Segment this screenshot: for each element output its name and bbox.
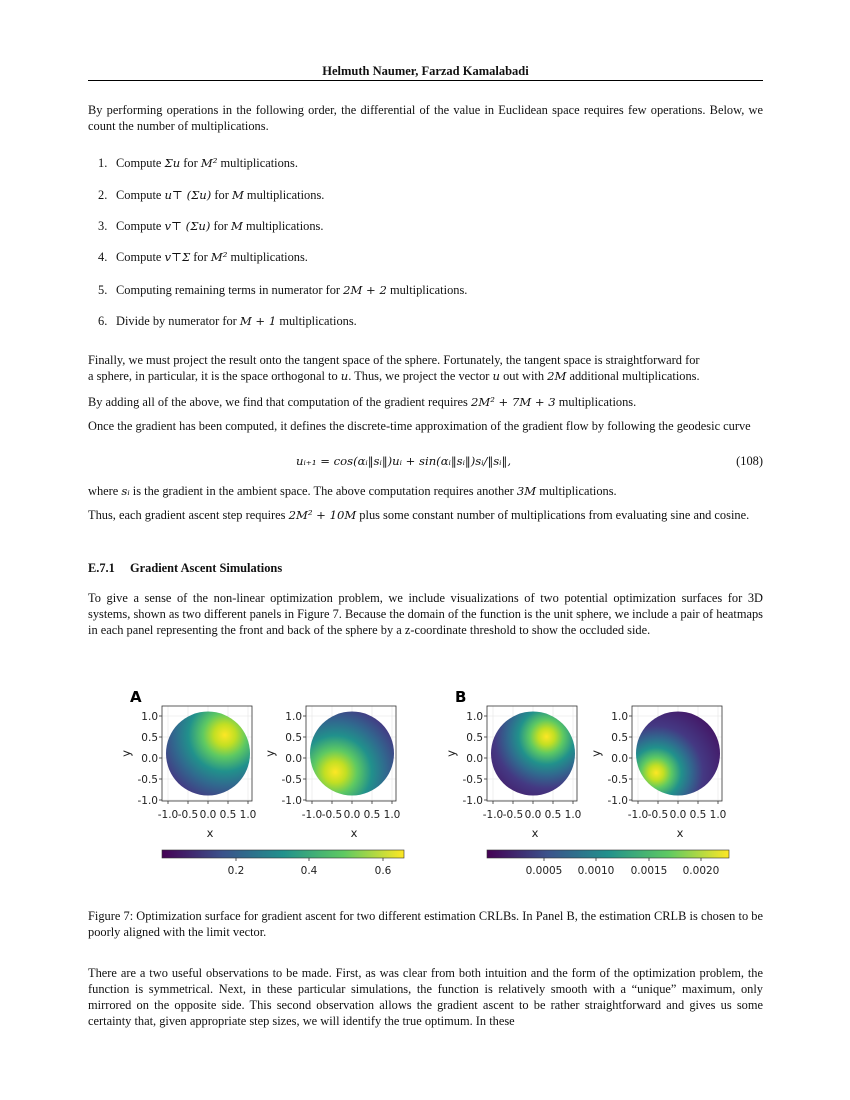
- list-text: Compute: [116, 188, 165, 202]
- x-tick-label: 0.5: [544, 809, 562, 821]
- list-item: [98, 188, 324, 203]
- y-tick-label: -0.5: [607, 774, 628, 786]
- x-axis-label: x: [206, 826, 214, 840]
- projection-text-2c: out with: [499, 369, 548, 383]
- observations-paragraph: There are a two useful observations to be made. First, as was clear from both intuition and the form of the optimization problem, the function is symmetrical. Next, in these particular simulations, the function is relatively smooth with a “unique” maximum, only mirrored on the opposite side. This second observation allows the gradient ascent to be rather straightforward and gives us some certainty that, given appropriate step sizes, we will identify the true optimum. In these: [88, 966, 763, 1028]
- x-tick-label: -0.5: [321, 809, 343, 821]
- heatmap-disk: [491, 712, 575, 796]
- list-item: [98, 314, 357, 329]
- list-item: [98, 156, 298, 171]
- heatmap-disk: [310, 712, 394, 796]
- list-text: multiplications.: [386, 283, 468, 297]
- y-tick-label: -0.5: [462, 774, 483, 786]
- list-count: M²: [210, 250, 228, 264]
- y-tick-label: 1.0: [611, 711, 628, 723]
- y-tick-label: 1.0: [466, 711, 483, 723]
- y-tick-label: 0.0: [285, 753, 302, 765]
- y-tick-label: 0.5: [466, 732, 483, 744]
- list-number: 6.: [98, 314, 108, 328]
- x-tick-label: 0.0: [343, 809, 361, 821]
- list-math: Σu: [164, 156, 181, 170]
- figure-caption: Figure 7: Optimization surface for gradient ascent for two different estimation CRLBs. In Panel B, the estimation CRLB is chosen to be poorly aligned with the limit vector.: [88, 909, 763, 939]
- section-number: E.7.1: [88, 561, 115, 575]
- plot-frame: [162, 706, 252, 801]
- y-tick-label: 0.5: [611, 732, 628, 744]
- x-tick-label: 0.0: [669, 809, 687, 821]
- y-tick-label: 0.5: [285, 732, 302, 744]
- projection-text-2b: . Thus, we project the vector: [348, 369, 493, 383]
- heatmap-subplot: [119, 706, 256, 840]
- total-text-a: By adding all of the above, we find that computation of the gradient requires: [88, 395, 471, 409]
- list-number: 1.: [98, 156, 108, 170]
- x-tick-label: -0.5: [502, 809, 524, 821]
- y-tick-label: 1.0: [285, 711, 302, 723]
- x-tick-label: -0.5: [647, 809, 669, 821]
- x-axis-label: x: [531, 826, 539, 840]
- x-tick-label: -1.0: [301, 809, 323, 821]
- y-axis-label: y: [119, 750, 133, 757]
- y-tick-label: -0.5: [281, 774, 302, 786]
- step-text-a: Thus, each gradient ascent step requires: [88, 508, 289, 522]
- list-number: 4.: [98, 250, 108, 264]
- header-rule: [88, 80, 763, 81]
- geodesic-paragraph: Once the gradient has been computed, it defines the discrete-time approximation of the gradient flow by following the geodesic curve: [88, 419, 751, 433]
- y-axis-label: y: [263, 750, 277, 757]
- list-text: Compute: [116, 219, 165, 233]
- list-math: u⊤ (Σu): [164, 188, 212, 202]
- where-math-2: 3M: [516, 484, 537, 498]
- intro-paragraph: By performing operations in the following order, the differential of the value in Euclidean space requires few operations. Below, we count the number of multiplications.: [88, 103, 763, 133]
- x-axis-label: x: [676, 826, 684, 840]
- list-math: v⊤Σ: [164, 250, 191, 264]
- colorbar-tick-label: 0.0015: [630, 865, 668, 877]
- total-paragraph: [88, 394, 763, 410]
- list-text: multiplications.: [276, 314, 357, 328]
- step-cost-paragraph: [88, 507, 763, 523]
- equation-body: uᵢ₊₁ = cos(αᵢ‖sᵢ‖)uᵢ + sin(αᵢ‖sᵢ‖)sᵢ/‖sᵢ‖,: [296, 454, 511, 468]
- list-item: [98, 250, 308, 265]
- heatmap-disk: [166, 712, 250, 796]
- where-text-b: is the gradient in the ambient space. The above computation requires another: [129, 484, 517, 498]
- simulation-paragraph: To give a sense of the non-linear optimization problem, we include visualizations of two potential optimization surfaces for 3D systems, shown as two different panels in Figure 7. Because the domain of the function is the unit sphere, we include a pair of heatmaps in each panel representing the front and back of the sphere by a z-coordinate threshold to show the occluded side.: [88, 591, 763, 637]
- y-tick-label: 0.0: [611, 753, 628, 765]
- total-math: 2M² + 7M + 3: [470, 395, 556, 409]
- list-text: for: [210, 219, 232, 233]
- list-text: multiplications.: [242, 219, 324, 233]
- colorbar-tick-label: 0.2: [227, 865, 245, 877]
- plot-frame: [632, 706, 722, 801]
- y-tick-label: 0.0: [466, 753, 483, 765]
- projection-text-2a: a sphere, in particular, it is the space orthogonal to: [88, 369, 341, 383]
- y-axis-label: y: [589, 750, 603, 757]
- x-tick-label: -1.0: [627, 809, 649, 821]
- y-tick-label: -1.0: [462, 795, 483, 807]
- x-tick-label: -1.0: [157, 809, 179, 821]
- where-paragraph: [88, 483, 763, 499]
- list-text: for: [180, 156, 201, 170]
- projection-text-1: Finally, we must project the result onto the tangent space of the sphere. Fortunately, the tangent space is straightforward for: [88, 353, 700, 367]
- x-tick-label: -1.0: [482, 809, 504, 821]
- colorbar-tick-label: 0.4: [300, 865, 318, 877]
- colorbar-tick-label: 0.0005: [525, 865, 563, 877]
- list-text: for: [190, 250, 211, 264]
- list-item: [98, 219, 323, 234]
- x-tick-label: 1.0: [239, 809, 257, 821]
- plot-frame: [306, 706, 396, 801]
- y-tick-label: -1.0: [607, 795, 628, 807]
- x-tick-label: 0.5: [689, 809, 707, 821]
- projection-paragraph: Finally, we must project the result onto the tangent space of the sphere. Fortunately, the tangent space is straightforward for a sphere, in particular, it is the space orthogonal to u. Thus, we project the vector u out with 2M additional multiplications.: [88, 353, 700, 383]
- colorbar-tick-label: 0.0020: [682, 865, 720, 877]
- heatmap-subplot: [444, 706, 581, 840]
- x-tick-label: -0.5: [177, 809, 199, 821]
- list-number: 5.: [98, 283, 108, 297]
- list-count: 2M + 2: [343, 283, 387, 297]
- list-text: Computing remaining terms in numerator for: [116, 283, 344, 297]
- list-text: multiplications.: [243, 188, 325, 202]
- heatmap-subplot: [589, 706, 726, 840]
- section-title: Gradient Ascent Simulations: [130, 561, 283, 575]
- projection-text-2d: additional multiplications.: [566, 369, 700, 383]
- panel-label: A: [130, 688, 142, 706]
- y-tick-label: -1.0: [137, 795, 158, 807]
- x-tick-label: 0.5: [219, 809, 237, 821]
- list-number: 3.: [98, 219, 108, 233]
- y-axis-label: y: [444, 750, 458, 757]
- colorbar: [162, 850, 404, 858]
- plot-frame: [487, 706, 577, 801]
- list-text: for: [211, 188, 232, 202]
- where-text-c: multiplications.: [536, 484, 617, 498]
- colorbar: [487, 850, 729, 858]
- x-tick-label: 1.0: [564, 809, 582, 821]
- y-tick-label: 0.5: [141, 732, 158, 744]
- list-text: Compute: [116, 250, 165, 264]
- y-tick-label: -1.0: [281, 795, 302, 807]
- section-heading: [88, 561, 282, 576]
- equation-number: (108): [736, 454, 763, 468]
- x-tick-label: 1.0: [709, 809, 727, 821]
- y-tick-label: 0.0: [141, 753, 158, 765]
- list-number: 2.: [98, 188, 108, 202]
- y-tick-label: -0.5: [137, 774, 158, 786]
- panel-label: B: [455, 688, 467, 706]
- list-text: multiplications.: [227, 250, 308, 264]
- step-math: 2M² + 10M: [288, 508, 357, 522]
- colorbar-tick-label: 0.6: [374, 865, 392, 877]
- colorbar-tick-label: 0.0010: [577, 865, 615, 877]
- step-text-b: plus some constant number of multiplications from evaluating sine and cosine.: [356, 508, 750, 522]
- where-math: sᵢ: [121, 484, 130, 498]
- x-tick-label: 0.0: [524, 809, 542, 821]
- heatmap-subplot: [263, 706, 400, 840]
- list-text: Compute: [116, 156, 165, 170]
- x-tick-label: 0.0: [199, 809, 217, 821]
- x-tick-label: 0.5: [363, 809, 381, 821]
- x-tick-label: 1.0: [383, 809, 401, 821]
- list-text: Divide by numerator for: [116, 314, 240, 328]
- list-count: M: [231, 188, 244, 202]
- x-axis-label: x: [350, 826, 358, 840]
- list-count: M: [231, 219, 243, 233]
- list-item: [98, 283, 467, 298]
- total-text-b: multiplications.: [555, 395, 637, 409]
- where-text-a: where: [88, 484, 122, 498]
- list-count: M + 1: [239, 314, 277, 328]
- list-count: M²: [200, 156, 218, 170]
- heatmap-disk: [636, 712, 720, 796]
- list-math: v⊤ (Σu): [164, 219, 211, 233]
- list-text: multiplications.: [217, 156, 298, 170]
- y-tick-label: 1.0: [141, 711, 158, 723]
- running-header: Helmuth Naumer, Farzad Kamalabadi: [322, 64, 529, 78]
